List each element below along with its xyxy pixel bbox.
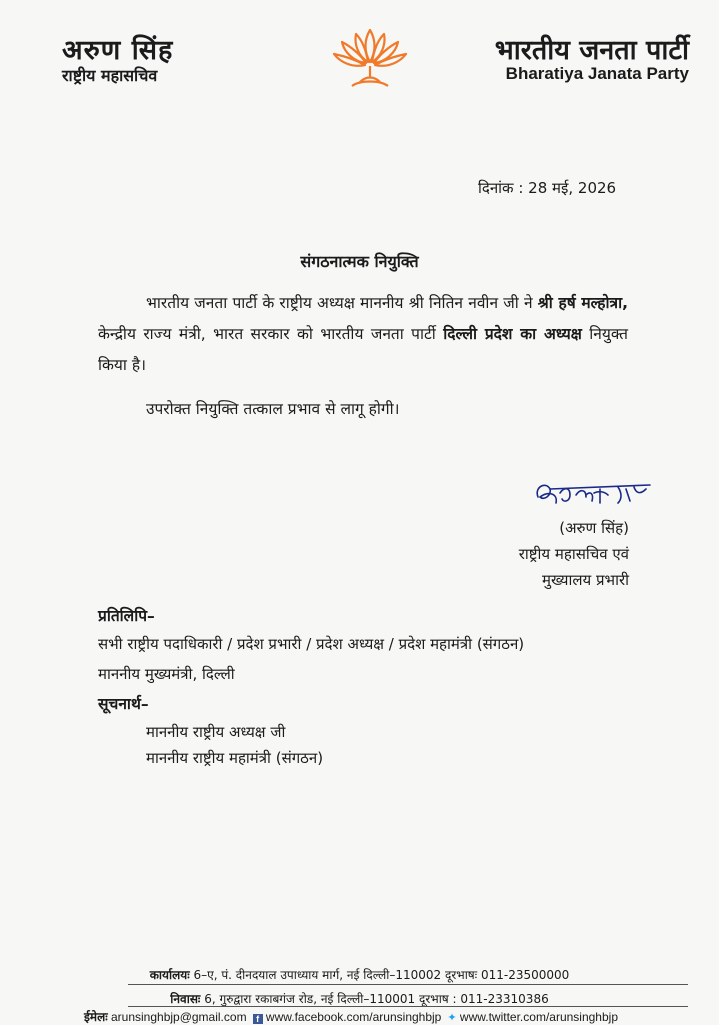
email-label: ईमेलः	[84, 1010, 108, 1024]
appointee-name: श्री हर्ष मल्होत्रा,	[537, 294, 628, 312]
footer-divider	[128, 984, 688, 985]
residence-address: 6, गुरुद्वारा रकाबगंज रोड, नई दिल्ली–110001 दूरभाष : 011-23310386	[204, 992, 549, 1006]
footer-divider	[128, 1006, 688, 1007]
facebook-icon: f	[253, 1014, 263, 1024]
sender-name: अरुण सिंह	[62, 35, 174, 66]
twitter-link[interactable]: www.twitter.com/arunsinghbjp	[459, 1010, 618, 1024]
footer-contacts	[84, 1008, 618, 1025]
appointed-post: दिल्ली प्रदेश का अध्यक्ष	[443, 325, 582, 343]
facebook-link[interactable]: www.facebook.com/arunsinghbjp	[265, 1010, 442, 1024]
copy-to-heading: प्रतिलिपि–	[98, 607, 155, 625]
body-text: भारतीय जनता पार्टी के राष्ट्रीय अध्यक्ष माननीय श्री नितिन नवीन जी ने	[146, 294, 538, 312]
office-address: 6–ए, पं. दीनदयाल उपाध्याय मार्ग, नई दिल्ली–110002 दूरभाषः 011-23500000	[193, 968, 570, 982]
handwritten-signature	[530, 475, 655, 515]
letter-subject: संगठनात्मक नियुक्ति	[300, 252, 419, 271]
lotus-logo-icon	[330, 20, 410, 100]
copy-to-item: सभी राष्ट्रीय पदाधिकारी / प्रदेश प्रभारी / प्रदेश अध्यक्ष / प्रदेश महामंत्री (संगठन)	[98, 635, 525, 653]
party-name-english: Bharatiya Janata Party	[505, 64, 689, 83]
office-label: कार्यालयः	[149, 968, 190, 982]
copy-to-item: माननीय मुख्यमंत्री, दिल्ली	[98, 665, 235, 683]
body-text: केन्द्रीय राज्य मंत्री, भारत सरकार को भारतीय जनता पार्टी	[98, 325, 444, 343]
body-paragraph-1	[98, 288, 628, 381]
email-address[interactable]: arunsinghbjp@gmail.com	[110, 1010, 247, 1024]
signatory-designation: मुख्यालय प्रभारी	[542, 571, 629, 589]
for-information-item: माननीय राष्ट्रीय महामंत्री (संगठन)	[146, 749, 324, 767]
footer-residence	[0, 990, 719, 1007]
party-name-hindi: भारतीय जनता पार्टी	[494, 35, 689, 66]
footer-office	[0, 966, 719, 983]
letter-date: दिनांक : 28 मई, 2026	[478, 179, 617, 197]
sender-designation: राष्ट्रीय महासचिव	[62, 66, 158, 85]
for-information-heading: सूचनार्थ–	[98, 695, 149, 713]
residence-label: निवासः	[170, 992, 201, 1006]
twitter-icon: ✦	[447, 1012, 457, 1024]
signatory-name: (अरुण सिंह)	[559, 519, 629, 537]
body-text: नियुक्त किया है।	[98, 325, 628, 374]
signature-block	[519, 515, 629, 593]
for-information-item: माननीय राष्ट्रीय अध्यक्ष जी	[146, 723, 286, 741]
body-paragraph-2: उपरोक्त नियुक्ति तत्काल प्रभाव से लागू होगी।	[146, 400, 400, 418]
signatory-designation: राष्ट्रीय महासचिव एवं	[518, 545, 629, 563]
